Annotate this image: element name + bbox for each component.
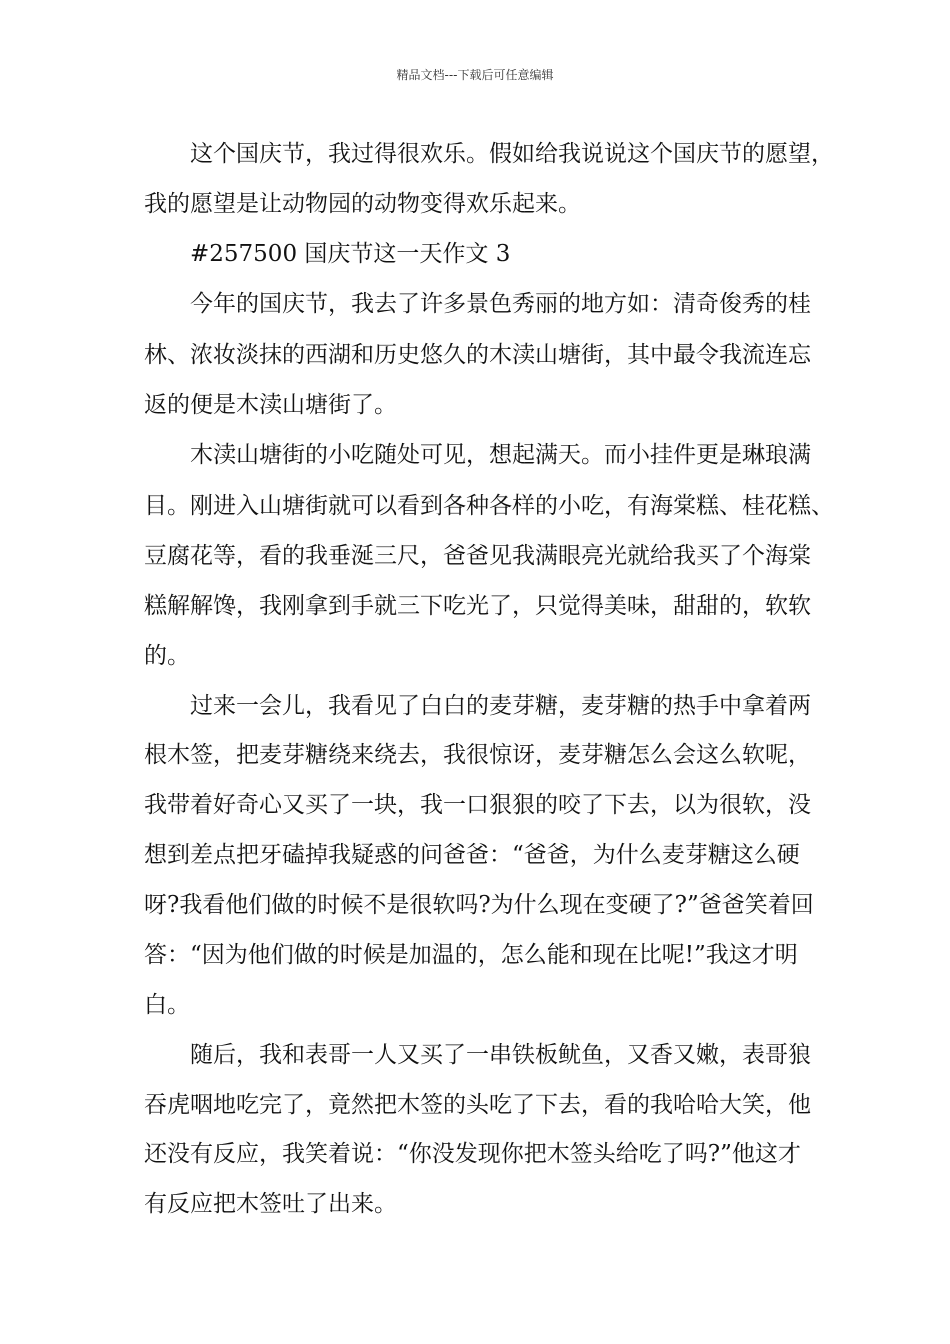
text-line: 根木签，把麦芽糖绕来绕去，我很惊讶，麦芽糖怎么会这么软呢， [144,742,811,768]
text-line: 想到差点把牙磕掉我疑惑的问爸爸：“爸爸，为什么麦芽糖这么硬 [144,842,800,868]
text-line: 目。刚进入山塘街就可以看到各种各样的小吃，有海棠糕、桂花糕、 [144,493,834,519]
text-line: 白。 [144,992,190,1018]
text-line: 过来一会儿，我看见了白白的麦芽糖，麦芽糖的热手中拿着两 [190,693,811,719]
text-line: 呀?我看他们做的时候不是很软吗?为什么现在变硬了?”爸爸笑着回 [144,892,814,918]
text-line: 还没有反应，我笑着说：“你没发现你把木签头给吃了吗?”他这才 [144,1141,801,1167]
text-line: 答：“因为他们做的时候是加温的，怎么能和现在比呢!”我这才明 [144,942,798,968]
text-line: 我带着好奇心又买了一块，我一口狠狠的咬了下去，以为很软，没 [144,792,811,818]
text-line: 吞虎咽地吃完了，竟然把木签的头吃了下去，看的我哈哈大笑，他 [144,1092,811,1118]
text-line: 随后，我和表哥一人又买了一串铁板鱿鱼，又香又嫩，表哥狼 [190,1042,811,1068]
text-line: 木渎山塘街的小吃随处可见，想起满天。而小挂件更是琳琅满 [190,442,811,468]
text-line: 豆腐花等，看的我垂涎三尺，爸爸见我满眼亮光就给我买了个海棠 [144,543,811,569]
page-header: 精品文档---下载后可任意编辑 [396,68,554,82]
text-line: 我的愿望是让动物园的动物变得欢乐起来。 [144,191,581,217]
text-line: 糕解解馋，我刚拿到手就三下吃光了，只觉得美味，甜甜的，软软 [144,593,811,619]
text-line: 今年的国庆节，我去了许多景色秀丽的地方如：清奇俊秀的桂 [190,291,811,317]
text-line: 的。 [144,643,190,669]
text-line: 这个国庆节，我过得很欢乐。假如给我说说这个国庆节的愿望， [190,141,834,167]
text-line: 有反应把木签吐了出来。 [144,1191,397,1217]
text-line: 返的便是木渎山塘街了。 [144,392,397,418]
text-line: 林、浓妆淡抹的西湖和历史悠久的木渎山塘街，其中最令我流连忘 [144,342,811,368]
section-heading: #257500 国庆节这一天作文 3 [190,241,511,267]
